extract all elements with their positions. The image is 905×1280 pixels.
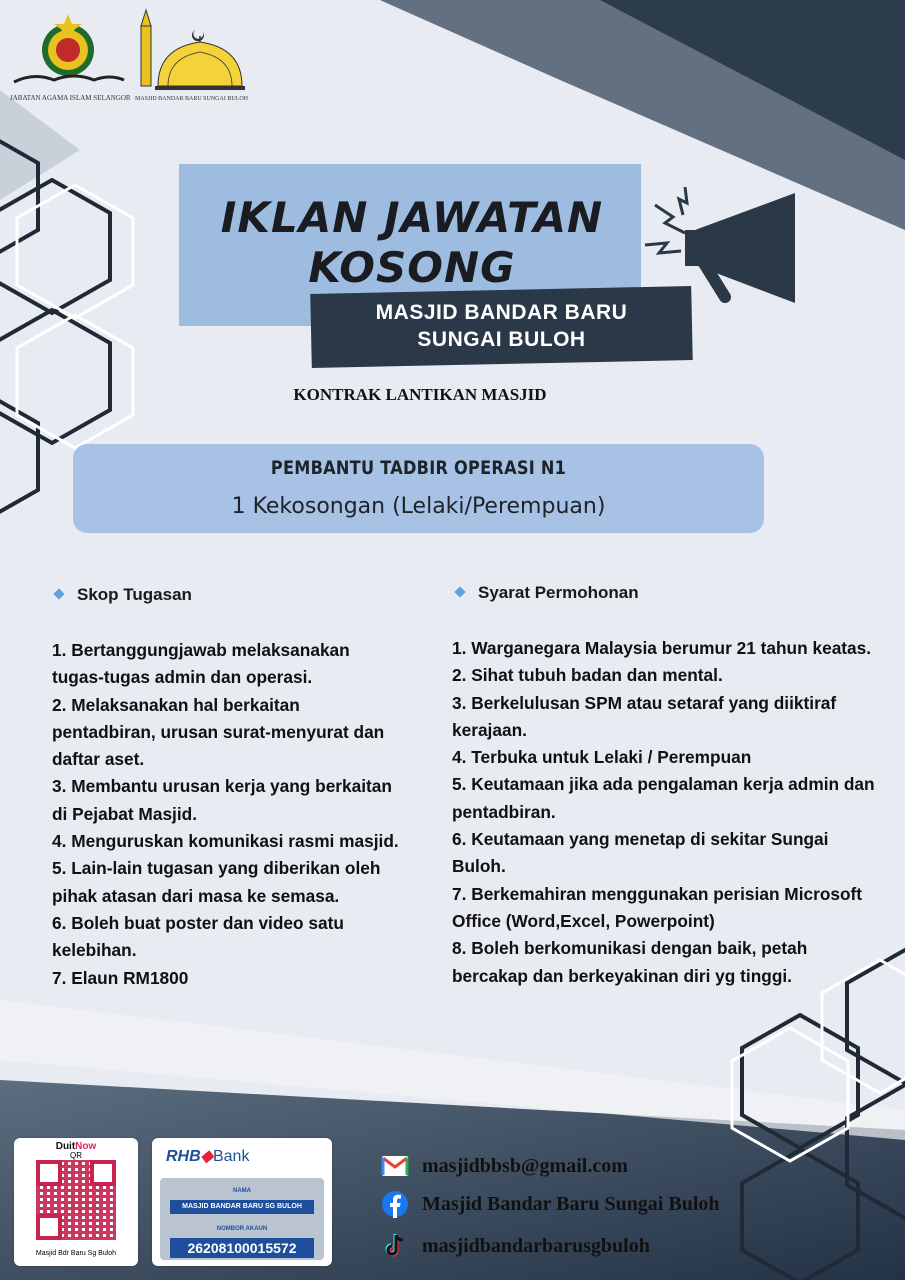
diamond-bullet-icon bbox=[53, 588, 64, 599]
position-title: PEMBANTU TADBIR OPERASI N1 bbox=[270, 457, 567, 479]
list-item: 2. Melaksanakan hal berkaitan bbox=[52, 694, 300, 715]
list-item: pihak atasan dari masa ke semasa. bbox=[52, 885, 340, 906]
subtitle-line-1: MASJID BANDAR BARU bbox=[375, 301, 628, 324]
requirements-heading-label: Syarat Permohonan bbox=[478, 583, 639, 602]
list-item: 7. Berkemahiran menggunakan perisian Microsoft bbox=[452, 883, 863, 904]
duitnow-card bbox=[14, 1138, 138, 1266]
duitnow-caption: Masjid Bdr Baru Sg Buloh bbox=[35, 1250, 117, 1257]
list-item: 6. Boleh buat poster dan video satu bbox=[52, 912, 344, 933]
list-item: 5. Lain-lain tugasan yang diberikan oleh bbox=[52, 858, 381, 879]
qr-finder-icon bbox=[36, 1160, 62, 1186]
bank-label: Bank bbox=[212, 1148, 250, 1165]
list-item: 2. Sihat tubuh badan dan mental. bbox=[452, 665, 723, 686]
rhb-diamond-icon: ◆ bbox=[200, 1148, 213, 1165]
title-line-1: IKLAN JAWATAN bbox=[220, 193, 604, 242]
list-item: 6. Keutamaan yang menetap di sekitar Sungai bbox=[452, 829, 829, 850]
diamond-bullet-icon bbox=[454, 586, 465, 597]
tiktok-icon bbox=[380, 1231, 410, 1261]
rhb-brand bbox=[166, 1146, 249, 1166]
list-item: bercakap dan berkeyakinan diri yg tinggi. bbox=[452, 965, 792, 986]
list-item: tugas-tugas admin dan operasi. bbox=[52, 667, 313, 688]
page-title bbox=[182, 193, 642, 293]
list-item: pentadbiran, urusan surat-menyurat dan bbox=[52, 721, 385, 742]
scope-heading bbox=[55, 585, 192, 605]
duitnow-now: Now bbox=[75, 1141, 97, 1152]
list-item: 1. Bertanggungjawab melaksanakan bbox=[52, 640, 350, 660]
list-item: di Pejabat Masjid. bbox=[52, 803, 198, 824]
rhb-label: RHB bbox=[166, 1148, 201, 1165]
requirements-list bbox=[452, 635, 892, 990]
subtitle-line-2: SUNGAI BULOH bbox=[417, 328, 586, 351]
duitnow-qr-label: QR bbox=[70, 1151, 82, 1160]
scope-heading-label: Skop Tugasan bbox=[77, 585, 192, 604]
masjid-caption: MASJID BANDAR BARU SUNGAI BULOH bbox=[135, 96, 249, 102]
contract-label: KONTRAK LANTIKAN MASJID bbox=[293, 385, 547, 404]
list-item: pentadbiran. bbox=[452, 801, 556, 822]
jais-logo bbox=[10, 8, 130, 108]
megaphone-icon bbox=[645, 185, 825, 320]
bank-card bbox=[152, 1138, 332, 1266]
list-item: 3. Berkelulusan SPM atau setaraf yang diiktiraf bbox=[452, 692, 837, 713]
email-text[interactable]: masjidbbsb@gmail.com bbox=[422, 1154, 628, 1177]
subtitle bbox=[311, 299, 692, 353]
bank-account-label: NOMBOR AKAUN bbox=[216, 1226, 268, 1232]
jais-caption: JABATAN AGAMA ISLAM SELANGOR bbox=[10, 94, 131, 102]
duitnow-duit: Duit bbox=[55, 1141, 76, 1152]
list-item: 3. Membantu urusan kerja yang berkaitan bbox=[52, 776, 392, 797]
bank-account-name: MASJID BANDAR BARU SG BULOH bbox=[170, 1200, 314, 1214]
qr-finder-icon bbox=[90, 1160, 116, 1186]
position-vacancy: 1 Kekosongan (Lelaki/Perempuan) bbox=[231, 494, 606, 519]
bank-name-label: NAMA bbox=[233, 1188, 251, 1194]
requirements-heading bbox=[456, 583, 639, 603]
list-item: kerajaan. bbox=[452, 719, 527, 740]
list-item: Buloh. bbox=[452, 856, 506, 877]
contact-email[interactable] bbox=[380, 1151, 628, 1181]
facebook-text[interactable]: Masjid Bandar Baru Sungai Buloh bbox=[422, 1192, 720, 1215]
scope-list bbox=[52, 637, 412, 992]
list-item: 1. Warganegara Malaysia berumur 21 tahun keatas. bbox=[452, 638, 872, 658]
list-item: 4. Terbuka untuk Lelaki / Perempuan bbox=[452, 747, 752, 768]
list-item: 7. Elaun RM1800 bbox=[52, 967, 189, 988]
list-item: 4. Menguruskan komunikasi rasmi masjid. bbox=[52, 831, 399, 852]
gmail-icon bbox=[380, 1151, 410, 1181]
facebook-icon bbox=[380, 1189, 410, 1219]
list-item: daftar aset. bbox=[52, 749, 145, 770]
masjid-logo bbox=[133, 8, 248, 108]
list-item: Office (Word,Excel, Powerpoint) bbox=[452, 910, 715, 931]
contact-tiktok[interactable] bbox=[380, 1231, 650, 1261]
list-item: kelebihan. bbox=[52, 940, 137, 961]
title-line-2: KOSONG bbox=[308, 243, 516, 292]
list-item: 8. Boleh berkomunikasi dengan baik, petah bbox=[452, 938, 808, 959]
contact-facebook[interactable] bbox=[380, 1189, 720, 1219]
qr-finder-icon bbox=[36, 1214, 62, 1240]
tiktok-text[interactable]: masjidbandarbarusgbuloh bbox=[422, 1234, 650, 1257]
list-item: 5. Keutamaan jika ada pengalaman kerja admin dan bbox=[452, 774, 875, 795]
bank-account-number[interactable]: 26208100015572 bbox=[170, 1238, 314, 1258]
